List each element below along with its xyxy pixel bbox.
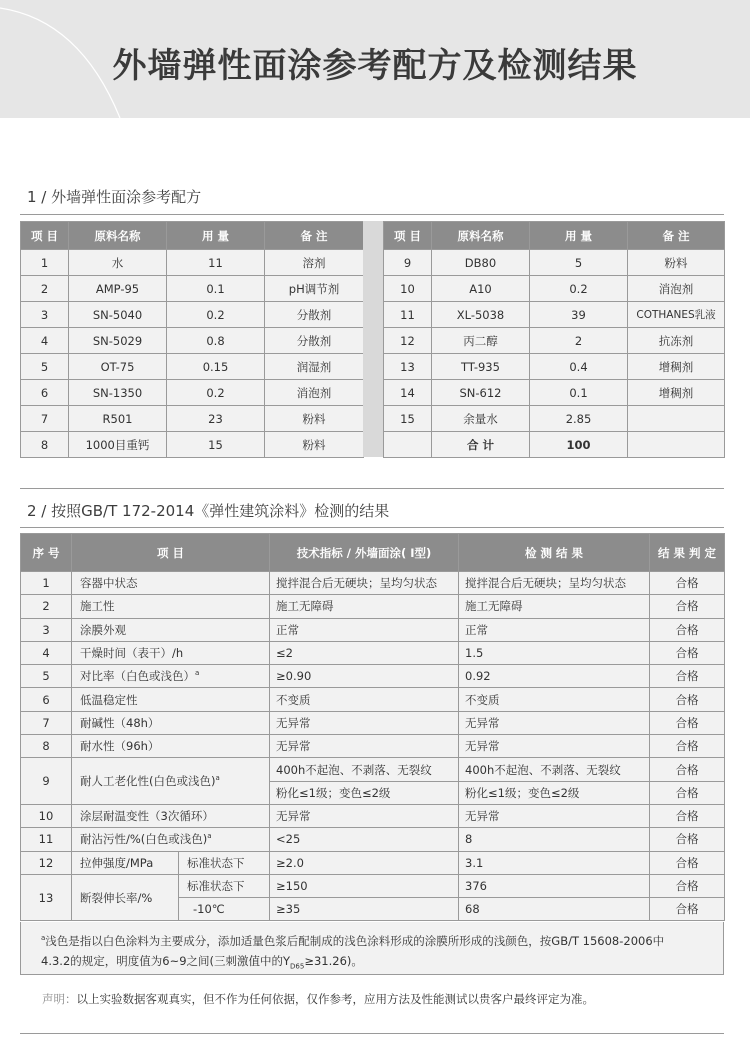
cell: 不变质	[270, 688, 459, 711]
col-header-item: 项 目	[384, 222, 432, 250]
cell: 施工无障碍	[459, 595, 650, 618]
footnote-subscript: D65	[290, 962, 305, 971]
cell: 400h不起泡、不剥落、无裂纹	[459, 758, 650, 781]
formula-table-right	[383, 221, 725, 458]
cell: <25	[270, 828, 459, 851]
table-row	[21, 328, 364, 354]
table-row	[21, 804, 725, 827]
footnote-text: 4.3.2的规定，明度值为6~9之间(三刺激值中的Y	[41, 953, 291, 968]
footnote-text: ≥31.26)。	[304, 953, 363, 968]
cell: 13	[21, 874, 72, 921]
cell: 4	[21, 641, 72, 664]
cell: 5	[21, 354, 69, 380]
cell: 23	[167, 406, 265, 432]
footnote	[20, 922, 724, 975]
col-header-spec: 技术指标 / 外墙面涂( Ⅰ型)	[270, 534, 459, 572]
table-row	[21, 354, 364, 380]
table-row	[21, 665, 725, 688]
cell: 粉料	[265, 432, 364, 458]
cell	[72, 758, 270, 805]
col-header-result: 检 测 结 果	[459, 534, 650, 572]
cell: 施工性	[72, 595, 270, 618]
cell: 粉料	[265, 406, 364, 432]
cell: 0.1	[530, 380, 628, 406]
section2-rule-top	[20, 488, 724, 489]
table-row	[21, 618, 725, 641]
cell: 标准状态下	[179, 874, 270, 897]
cell: 余量水	[432, 406, 530, 432]
cell: 合格	[650, 572, 725, 595]
table-row	[21, 250, 364, 276]
cell: 1	[21, 572, 72, 595]
cell-text: 耐人工老化性(白色或浅色)	[80, 774, 216, 789]
table-row	[21, 874, 725, 897]
cell: -10℃	[179, 898, 270, 921]
table-row	[21, 595, 725, 618]
cell: 粉化≤1级；变色≤2级	[270, 781, 459, 804]
cell: 11	[384, 302, 432, 328]
cell: 合格	[650, 711, 725, 734]
cell: 5	[21, 665, 72, 688]
cell: 断裂伸长率/%	[72, 874, 179, 921]
cell: 376	[459, 874, 650, 897]
disclaimer	[42, 991, 594, 1007]
cell: 10	[384, 276, 432, 302]
cell: 无异常	[270, 804, 459, 827]
table-row	[21, 380, 364, 406]
cell: 耐水性（96h）	[72, 735, 270, 758]
col-header-amount: 用 量	[530, 222, 628, 250]
cell: SN-612	[432, 380, 530, 406]
cell: 消泡剂	[265, 380, 364, 406]
cell: ≥0.90	[270, 665, 459, 688]
cell: 3	[21, 618, 72, 641]
cell: COTHANES乳液	[628, 302, 725, 328]
cell: DB80	[432, 250, 530, 276]
table-row	[384, 380, 725, 406]
cell: 14	[384, 380, 432, 406]
cell: 合格	[650, 618, 725, 641]
cell: 施工无障碍	[270, 595, 459, 618]
cell: 10	[21, 804, 72, 827]
table-row	[21, 851, 725, 874]
cell	[628, 406, 725, 432]
cell: 抗冻剂	[628, 328, 725, 354]
cell: 15	[167, 432, 265, 458]
cell: 分散剂	[265, 302, 364, 328]
table-header-row	[21, 534, 725, 572]
cell: 搅拌混合后无硬块；呈均匀状态	[270, 572, 459, 595]
section1-rule	[20, 214, 724, 215]
table-row	[21, 432, 364, 458]
cell: 合格	[650, 804, 725, 827]
cell: 耐碱性（48h）	[72, 711, 270, 734]
cell: 容器中状态	[72, 572, 270, 595]
cell: 干燥时间（表干）/h	[72, 641, 270, 664]
cell: 4	[21, 328, 69, 354]
total-value: 100	[530, 432, 628, 458]
footnote-mark: a	[195, 669, 200, 678]
section1-title: 1 / 外墙弹性面涂参考配方	[27, 188, 202, 206]
disclaimer-text: 以上实验数据客观真实，但不作为任何依据，仅作参考，应用方法及性能测试以贵客户最终评定为准。	[76, 992, 594, 1006]
cell: 13	[384, 354, 432, 380]
cell: 合格	[650, 874, 725, 897]
cell: 润湿剂	[265, 354, 364, 380]
cell: 粉化≤1级；变色≤2级	[459, 781, 650, 804]
cell: 0.15	[167, 354, 265, 380]
cell: SN-5040	[69, 302, 167, 328]
cell: 6	[21, 688, 72, 711]
cell: 0.4	[530, 354, 628, 380]
disclaimer-label: 声明：	[42, 992, 77, 1006]
col-header-remark: 备 注	[628, 222, 725, 250]
cell: 0.2	[167, 302, 265, 328]
table-header-row	[21, 222, 364, 250]
table-row	[21, 276, 364, 302]
cell: 涂层耐温变性（3次循环）	[72, 804, 270, 827]
cell: XL-5038	[432, 302, 530, 328]
cell: 合格	[650, 758, 725, 781]
cell: 水	[69, 250, 167, 276]
cell	[628, 432, 725, 458]
cell: 1.5	[459, 641, 650, 664]
cell: 8	[21, 735, 72, 758]
cell: 1000目重钙	[69, 432, 167, 458]
cell: 0.8	[167, 328, 265, 354]
cell: 0.2	[530, 276, 628, 302]
table-row	[384, 276, 725, 302]
table-header-row	[384, 222, 725, 250]
cell: 无异常	[459, 735, 650, 758]
cell: 搅拌混合后无硬块；呈均匀状态	[459, 572, 650, 595]
col-header-verdict: 结 果 判 定	[650, 534, 725, 572]
table-row	[384, 250, 725, 276]
cell: 5	[530, 250, 628, 276]
footnote-mark: a	[207, 832, 212, 841]
cell: 合格	[650, 595, 725, 618]
cell: 3.1	[459, 851, 650, 874]
cell: 11	[21, 828, 72, 851]
cell: 9	[21, 758, 72, 805]
formula-table-left	[20, 221, 364, 458]
cell: 2	[21, 595, 72, 618]
cell: 合格	[650, 828, 725, 851]
table-row	[384, 354, 725, 380]
cell: 无异常	[270, 735, 459, 758]
test-results-table	[20, 533, 725, 921]
cell: 合格	[650, 851, 725, 874]
table-row	[21, 302, 364, 328]
cell: 合格	[650, 781, 725, 804]
cell: 增稠剂	[628, 380, 725, 406]
cell: 8	[459, 828, 650, 851]
footnote-mark: a	[215, 774, 220, 783]
footnote-mark: a	[41, 934, 46, 942]
cell: 2	[21, 276, 69, 302]
cell: 增稠剂	[628, 354, 725, 380]
cell: 6	[21, 380, 69, 406]
col-header-material: 原料名称	[432, 222, 530, 250]
cell-text: 耐沾污性/%(白色或浅色)	[80, 832, 208, 847]
table-total-row	[384, 432, 725, 458]
table-row	[21, 688, 725, 711]
section2-rule	[20, 527, 724, 528]
cell: 拉伸强度/MPa	[72, 851, 179, 874]
table-row	[384, 302, 725, 328]
table-row	[21, 735, 725, 758]
cell: 8	[21, 432, 69, 458]
page-header	[0, 0, 750, 118]
footnote-line2	[41, 951, 711, 976]
section2-title: 2 / 按照GB/T 172-2014《弹性建筑涂料》检测的结果	[27, 502, 390, 520]
cell: 3	[21, 302, 69, 328]
total-label: 合 计	[432, 432, 530, 458]
cell: AMP-95	[69, 276, 167, 302]
cell: 合格	[650, 688, 725, 711]
cell: 12	[384, 328, 432, 354]
cell: 39	[530, 302, 628, 328]
cell: 9	[384, 250, 432, 276]
table-divider	[363, 221, 383, 457]
cell: 消泡剂	[628, 276, 725, 302]
cell: 7	[21, 711, 72, 734]
cell: 0.2	[167, 380, 265, 406]
table-row	[21, 641, 725, 664]
cell: 1	[21, 250, 69, 276]
cell	[72, 828, 270, 851]
cell: 2.85	[530, 406, 628, 432]
table-row	[21, 711, 725, 734]
cell: 无异常	[270, 711, 459, 734]
table-row	[21, 828, 725, 851]
cell: 分散剂	[265, 328, 364, 354]
footer-rule	[20, 1033, 724, 1034]
cell: 涂膜外观	[72, 618, 270, 641]
table-row	[21, 406, 364, 432]
cell: 无异常	[459, 711, 650, 734]
cell: A10	[432, 276, 530, 302]
cell: 丙二醇	[432, 328, 530, 354]
cell: 11	[167, 250, 265, 276]
cell: 合格	[650, 665, 725, 688]
col-header-item: 项 目	[72, 534, 270, 572]
cell: 无异常	[459, 804, 650, 827]
footnote-line1	[41, 928, 711, 951]
cell: ≥2.0	[270, 851, 459, 874]
col-header-no: 序 号	[21, 534, 72, 572]
cell: OT-75	[69, 354, 167, 380]
cell	[72, 665, 270, 688]
cell: 合格	[650, 641, 725, 664]
page-title: 外墙弹性面涂参考配方及检测结果	[112, 46, 638, 86]
cell: 68	[459, 898, 650, 921]
cell: ≥150	[270, 874, 459, 897]
cell: 0.1	[167, 276, 265, 302]
cell: 400h不起泡、不剥落、无裂纹	[270, 758, 459, 781]
cell: 合格	[650, 735, 725, 758]
cell: 15	[384, 406, 432, 432]
cell: 合格	[650, 898, 725, 921]
col-header-amount: 用 量	[167, 222, 265, 250]
cell: 0.92	[459, 665, 650, 688]
cell-text: 对比率（白色或浅色）	[80, 669, 195, 684]
table-row	[384, 406, 725, 432]
cell: R501	[69, 406, 167, 432]
cell: ≤2	[270, 641, 459, 664]
cell: 低温稳定性	[72, 688, 270, 711]
cell: 粉料	[628, 250, 725, 276]
cell: 溶剂	[265, 250, 364, 276]
table-row	[21, 758, 725, 781]
cell: SN-5029	[69, 328, 167, 354]
cell: 不变质	[459, 688, 650, 711]
cell: SN-1350	[69, 380, 167, 406]
cell: 2	[530, 328, 628, 354]
cell: ≥35	[270, 898, 459, 921]
cell: 7	[21, 406, 69, 432]
footnote-text: 浅色是指以白色涂料为主要成分，添加适量色浆后配制成的浅色涂料形成的涂膜所形成的浅颜色，按GB/T 15608-2006中	[45, 933, 665, 948]
cell: TT-935	[432, 354, 530, 380]
cell: pH调节剂	[265, 276, 364, 302]
table-row	[384, 328, 725, 354]
cell: 正常	[459, 618, 650, 641]
col-header-item: 项 目	[21, 222, 69, 250]
col-header-remark: 备 注	[265, 222, 364, 250]
col-header-material: 原料名称	[69, 222, 167, 250]
table-row	[21, 572, 725, 595]
cell: 12	[21, 851, 72, 874]
cell	[384, 432, 432, 458]
cell: 标准状态下	[179, 851, 270, 874]
cell: 正常	[270, 618, 459, 641]
